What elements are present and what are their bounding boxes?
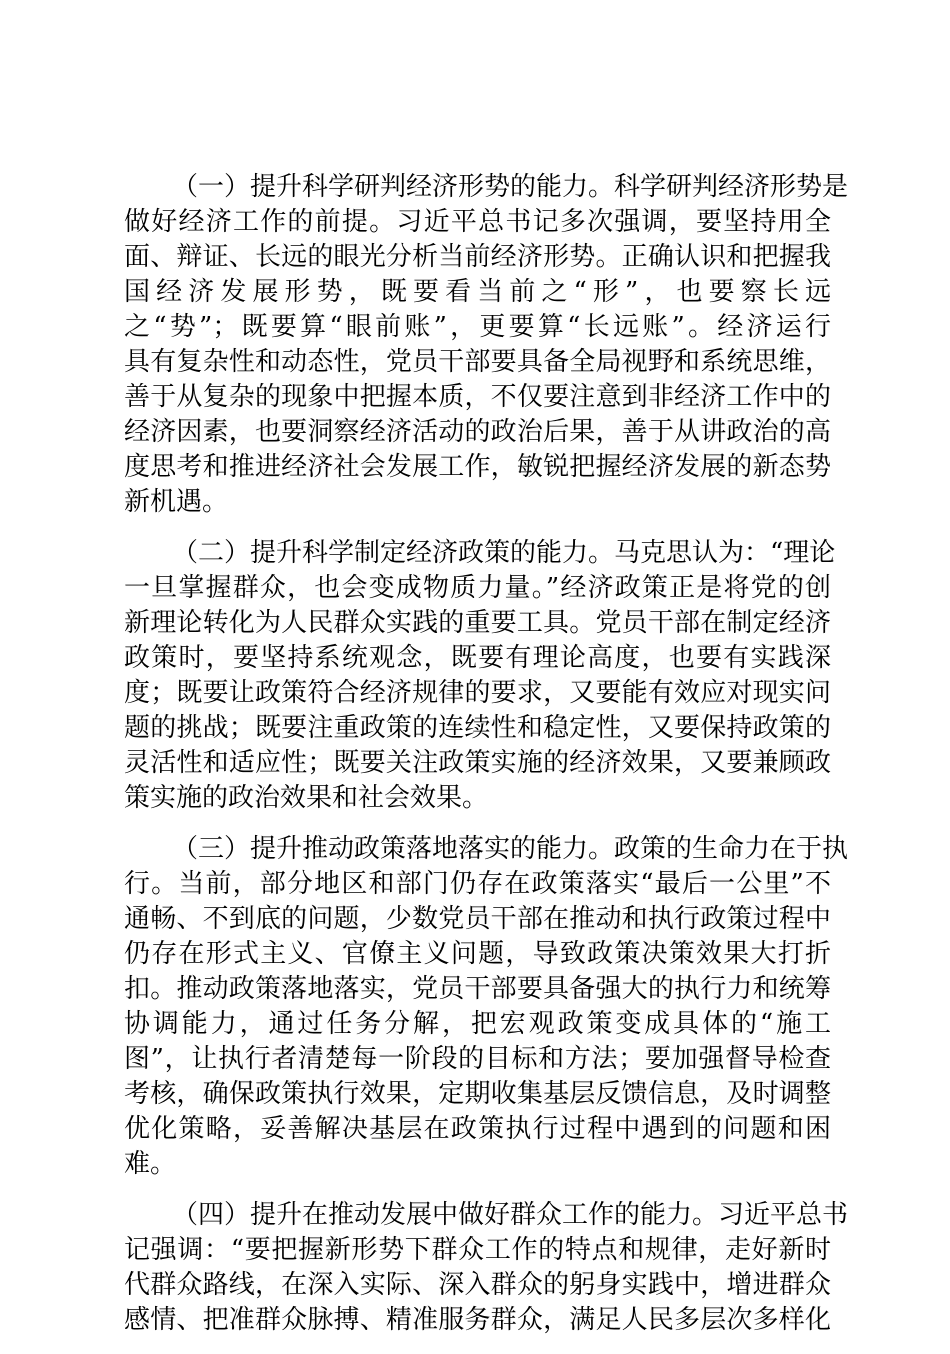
text-line: 代群众路线，在深入实际、深入群众的躬身实践中，增进群众 <box>124 1270 831 1300</box>
text-line: 扣。推动政策落地落实，党员干部要具备强大的执行力和统筹 <box>124 974 831 1004</box>
paragraph-1 <box>124 170 849 520</box>
text-line: 灵活性和适应性；既要关注政策实施的经济效果，又要兼顾政 <box>124 748 831 778</box>
text-line: 具有复杂性和动态性，党员干部要具备全局视野和系统思维， <box>124 347 831 377</box>
text-line: 记强调：“要把握新形势下群众工作的特点和规律，走好新时 <box>124 1235 831 1265</box>
text-line: 一旦掌握群众，也会变成物质力量。”经济政策正是将党的创 <box>124 573 831 603</box>
paragraph-2 <box>124 536 836 816</box>
text-line: 策实施的政治效果和社会效果。 <box>124 783 489 813</box>
text-line: 感情、把准群众脉搏、精准服务群众，满足人民多层次多样化 <box>124 1305 831 1335</box>
text-line: （三）提升推动政策落地落实的能力。政策的生命力在于执 <box>172 834 849 864</box>
text-line: （二）提升科学制定经济政策的能力。马克思认为：“理论 <box>172 538 836 568</box>
text-line: 通畅、不到底的问题，少数党员干部在推动和执行政策过程中 <box>124 904 831 934</box>
text-line: 新机遇。 <box>124 487 229 517</box>
text-line: 政策时，要坚持系统观念，既要有理论高度，也要有实践深 <box>124 643 831 673</box>
text-line: 行。当前，部分地区和部门仍存在政策落实“最后一公里”不 <box>124 869 831 899</box>
text-line: 国经济发展形势，既要看当前之“形”，也要察长远 <box>124 277 831 307</box>
text-line: 题的挑战；既要注重政策的连续性和稳定性，又要保持政策的 <box>124 713 831 743</box>
text-line: 度；既要让政策符合经济规律的要求，又要能有效应对现实问 <box>124 678 831 708</box>
text-line: 难。 <box>124 1149 177 1179</box>
text-line: 之“势”；既要算“眼前账”，更要算“长远账”。经济运行 <box>124 312 831 342</box>
text-line: 善于从复杂的现象中把握本质，不仅要注意到非经济工作中的 <box>124 382 831 412</box>
paragraph-4 <box>124 1198 849 1338</box>
text-line: （四）提升在推动发展中做好群众工作的能力。习近平总书 <box>172 1200 849 1230</box>
text-line: 协调能力，通过任务分解，把宏观政策变成具体的“施工 <box>124 1009 831 1039</box>
text-line: 考核，确保政策执行效果，定期收集基层反馈信息，及时调整 <box>124 1079 831 1109</box>
text-line: 面、辩证、长远的眼光分析当前经济形势。正确认识和把握我 <box>124 242 831 272</box>
paragraph-3 <box>124 832 849 1182</box>
text-line: （一）提升科学研判经济形势的能力。科学研判经济形势是 <box>172 172 849 202</box>
text-line: 图”，让执行者清楚每一阶段的目标和方法；要加强督导检查 <box>124 1044 831 1074</box>
text-line: 仍存在形式主义、官僚主义问题，导致政策决策效果大打折 <box>124 939 831 969</box>
text-line: 度思考和推进经济社会发展工作，敏锐把握经济发展的新态势 <box>124 452 831 482</box>
document-body <box>124 170 849 1354</box>
text-line: 新理论转化为人民群众实践的重要工具。党员干部在制定经济 <box>124 608 831 638</box>
text-line: 经济因素，也要洞察经济活动的政治后果，善于从讲政治的高 <box>124 417 831 447</box>
text-line: 优化策略，妥善解决基层在政策执行过程中遇到的问题和困 <box>124 1114 831 1144</box>
text-line: 做好经济工作的前提。习近平总书记多次强调，要坚持用全 <box>124 207 831 237</box>
